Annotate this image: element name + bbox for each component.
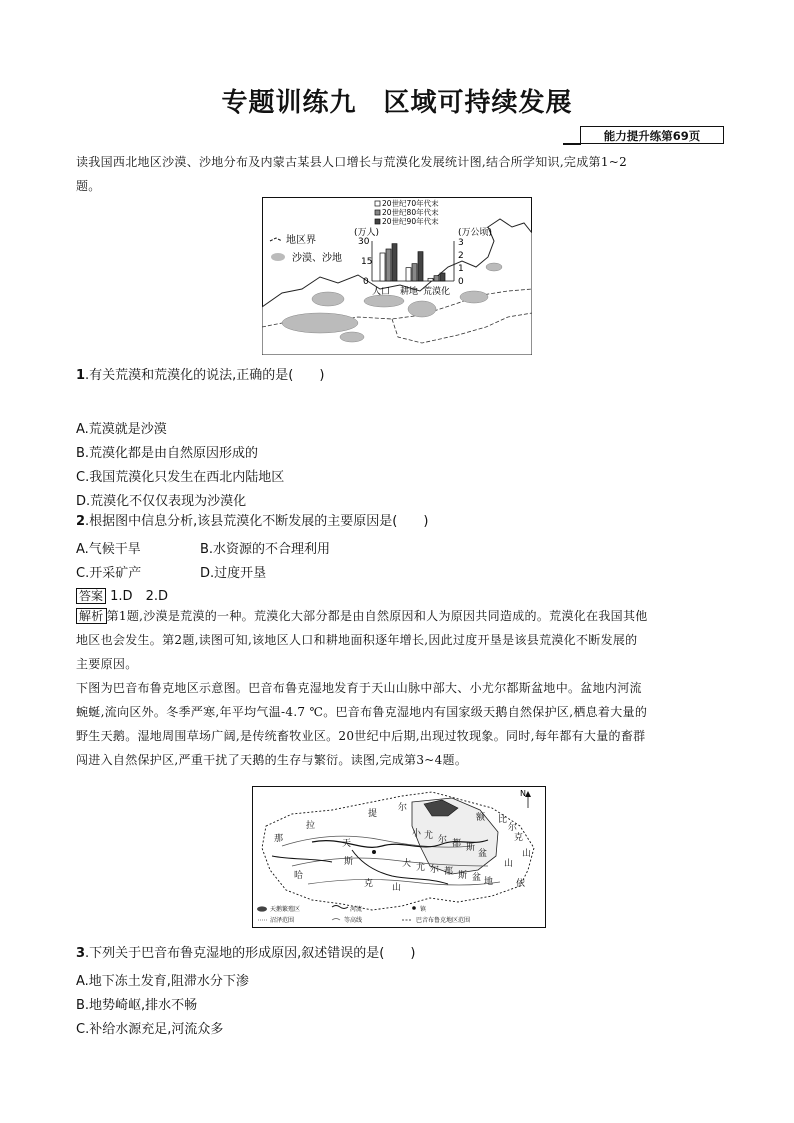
desert-horqin [460, 291, 488, 303]
analysis-line-1 [76, 604, 726, 628]
chart-legend-label-80s: 20世纪80年代末 [382, 208, 439, 217]
question-3-number: 3 [76, 946, 86, 961]
figure-bayinbuluke-map [252, 786, 546, 928]
answer-row [76, 585, 168, 604]
legend-contour-label: 等高线 [344, 917, 363, 924]
north-label: N [520, 789, 526, 798]
chart-legend-swatch-70s [375, 201, 380, 206]
intro-2-line-3: 野生天鹅。湿地周围草场广阔,是传统畜牧业区。20世纪中后期,出现过牧现象。同时,每年都有大量的畜群 [76, 729, 646, 743]
question-2-number: 2 [76, 514, 86, 529]
legend-town-symbol [412, 906, 416, 910]
question-1-stem: .有关荒漠和荒漠化的说法,正确的是( ) [85, 368, 325, 383]
bar-0-0 [380, 253, 385, 281]
desert-junggar [312, 292, 344, 306]
analysis-label: 解析 [76, 608, 107, 624]
map2-label-13: 斯 [344, 857, 354, 867]
desert-taklimakan [282, 313, 358, 333]
bar-0-2 [392, 244, 397, 281]
map2-label-20: 大 [402, 859, 412, 869]
page-reference-badge: 能力提升练第69页 [580, 126, 724, 144]
legend-region-label: 巴音布鲁克地区范围 [416, 917, 471, 924]
question-3 [76, 942, 415, 966]
intro-2-line-4: 闯进入自然保护区,严重干扰了天鹅的生存与繁衍。读图,完成第3~4题。 [76, 753, 468, 767]
chart-right-tick-3: 3 [458, 238, 464, 248]
chart-left-tick-0: 0 [363, 277, 369, 287]
intro-1-line-2: 题。 [76, 179, 101, 193]
chart-left-unit: (万人) [354, 228, 380, 238]
intro-2-line-2: 蜿蜒,流向区外。冬季严寒,年平均气温-4.7 ℃。巴音布鲁克湿地内有国家级天鹅自然保护区,栖息着大量的 [76, 705, 648, 719]
page-title: 专题训练九 区域可持续发展 [221, 88, 573, 118]
legend-marsh-label: 沼泽范围 [270, 917, 295, 924]
map2-label-16: 尔 [438, 835, 448, 845]
map2-label-10: 克 [514, 833, 524, 843]
badge-rule [563, 143, 581, 145]
question-1-number: 1 [76, 368, 86, 383]
question-1-option-b: B.荒漠化都是由自然原因形成的 [76, 446, 259, 461]
map2-label-14: 小 [412, 829, 422, 839]
chart-legend-label-90s: 20世纪90年代末 [382, 217, 439, 226]
map2-label-12: 天 [342, 839, 352, 849]
analysis-line-3: 主要原因。 [76, 657, 138, 671]
map2-label-23: 都 [444, 867, 454, 877]
chart-legend-swatch-90s [375, 219, 380, 224]
question-2-option-b: B.水资源的不合理利用 [200, 542, 331, 557]
question-2 [76, 510, 428, 534]
map2-label-17: 都 [452, 839, 462, 849]
chart-category-population: 人口 [372, 287, 391, 297]
question-1-option-a: A.荒漠就是沙漠 [76, 422, 167, 437]
map2-label-15: 尤 [424, 831, 434, 841]
map2-label-25: 盆 [472, 873, 482, 883]
chart-left-tick-30: 30 [358, 237, 370, 247]
question-2-option-a: A.气候干旱 [76, 542, 141, 557]
desert-ordos [408, 301, 436, 317]
intro-2-line-1: 下图为巴音布鲁克地区示意图。巴音布鲁克湿地发育于天山山脉中部大、小尤尔都斯盆地中。盆地内河流 [76, 681, 642, 695]
question-3-option-b: B.地势崎岖,排水不畅 [76, 998, 198, 1013]
map2-label-4: 哈 [294, 871, 304, 881]
bar-1-0 [406, 268, 411, 281]
intro-1-line-1: 读我国西北地区沙漠、沙地分布及内蒙古某县人口增长与荒漠化发展统计图,结合所学知识,完成第1~2 [76, 155, 628, 169]
legend-boundary-label: 地区界 [286, 235, 316, 246]
map2-label-11: 山 [522, 849, 532, 859]
desert-hunlun [486, 263, 502, 271]
question-2-option-d: D.过度开垦 [200, 566, 267, 581]
question-3-option-c: C.补给水源充足,河流众多 [76, 1022, 224, 1037]
figure-desert-map [262, 197, 532, 355]
chart-right-tick-1: 1 [458, 264, 464, 274]
bar-2-1 [434, 276, 439, 281]
map2-label-19: 盆 [478, 849, 488, 859]
map2-label-1: 拉 [306, 821, 316, 831]
legend-desert-symbol [271, 253, 285, 261]
legend-swan-label: 天鹅繁殖区 [270, 906, 301, 913]
map2-label-3: 尔 [398, 803, 408, 813]
question-3-option-a: A.地下冻土发育,阻滞水分下渗 [76, 974, 249, 989]
legend-town-label: 镇 [420, 906, 427, 913]
map2-label-21: 尤 [416, 863, 426, 873]
map2-label-22: 尔 [430, 865, 440, 875]
bar-1-1 [412, 264, 417, 281]
legend-river-label: 河流 [350, 906, 363, 913]
bar-0-1 [386, 249, 391, 281]
map2-label-27: 山 [504, 859, 514, 869]
chart-category-farmland: 耕地 [400, 287, 419, 297]
map2-label-0: 那 [274, 834, 284, 844]
question-1-option-d: D.荒漠化不仅仅表现为沙漠化 [76, 494, 247, 509]
bar-2-2 [440, 273, 445, 281]
chart-category-desertification: 荒漠化 [423, 287, 451, 297]
map2-label-6: 山 [392, 883, 402, 893]
bar-1-2 [418, 252, 423, 281]
map2-label-2: 提 [368, 809, 378, 819]
map2-label-24: 斯 [458, 871, 468, 881]
chart-legend-swatch-80s [375, 210, 380, 215]
chart-legend-label-70s: 20世纪70年代末 [382, 199, 439, 208]
chart-right-tick-0: 0 [458, 277, 464, 287]
legend-desert-label: 沙漠、沙地 [292, 253, 342, 264]
question-2-option-c: C.开采矿产 [76, 566, 142, 581]
question-3-stem: .下列关于巴音布鲁克湿地的形成原因,叙述错误的是( ) [85, 946, 416, 961]
question-2-stem: .根据图中信息分析,该县荒漠化不断发展的主要原因是( ) [85, 514, 429, 529]
answer-label: 答案 [76, 588, 106, 604]
analysis [76, 604, 726, 676]
bar-2-0 [428, 278, 433, 281]
map2-label-26: 地 [484, 877, 494, 887]
map2-label-18: 斯 [466, 843, 476, 853]
map2-label-7: 额 [476, 813, 486, 823]
chart-right-tick-2: 2 [458, 251, 464, 261]
analysis-line-1-text: 第1题,沙漠是荒漠的一种。荒漠化大部分都是由自然原因和人为原因共同造成的。荒漠化在我国其他 [106, 609, 648, 623]
legend-swan-symbol [257, 906, 267, 911]
question-1-option-c: C.我国荒漠化只发生在西北内陆地区 [76, 470, 285, 485]
analysis-line-2: 地区也会发生。第2题,读图可知,该地区人口和耕地面积逐年增长,因此过度开垦是该县荒漠化不断发展的 [76, 633, 638, 647]
town-marker [372, 850, 376, 854]
desert-qaidam [340, 332, 364, 342]
intro-2 [76, 676, 726, 772]
map2-label-5: 克 [364, 879, 374, 889]
chart-right-unit: (万公顷) [458, 228, 493, 238]
map2-label-28: 依 [516, 879, 526, 889]
map2-label-9: 尔 [508, 823, 518, 833]
intro-1 [76, 150, 726, 198]
chart-left-tick-15: 15 [361, 257, 373, 267]
question-1 [76, 364, 324, 388]
map2-label-8: 比 [498, 815, 508, 825]
answer-text: 1.D 2.D [110, 589, 168, 604]
